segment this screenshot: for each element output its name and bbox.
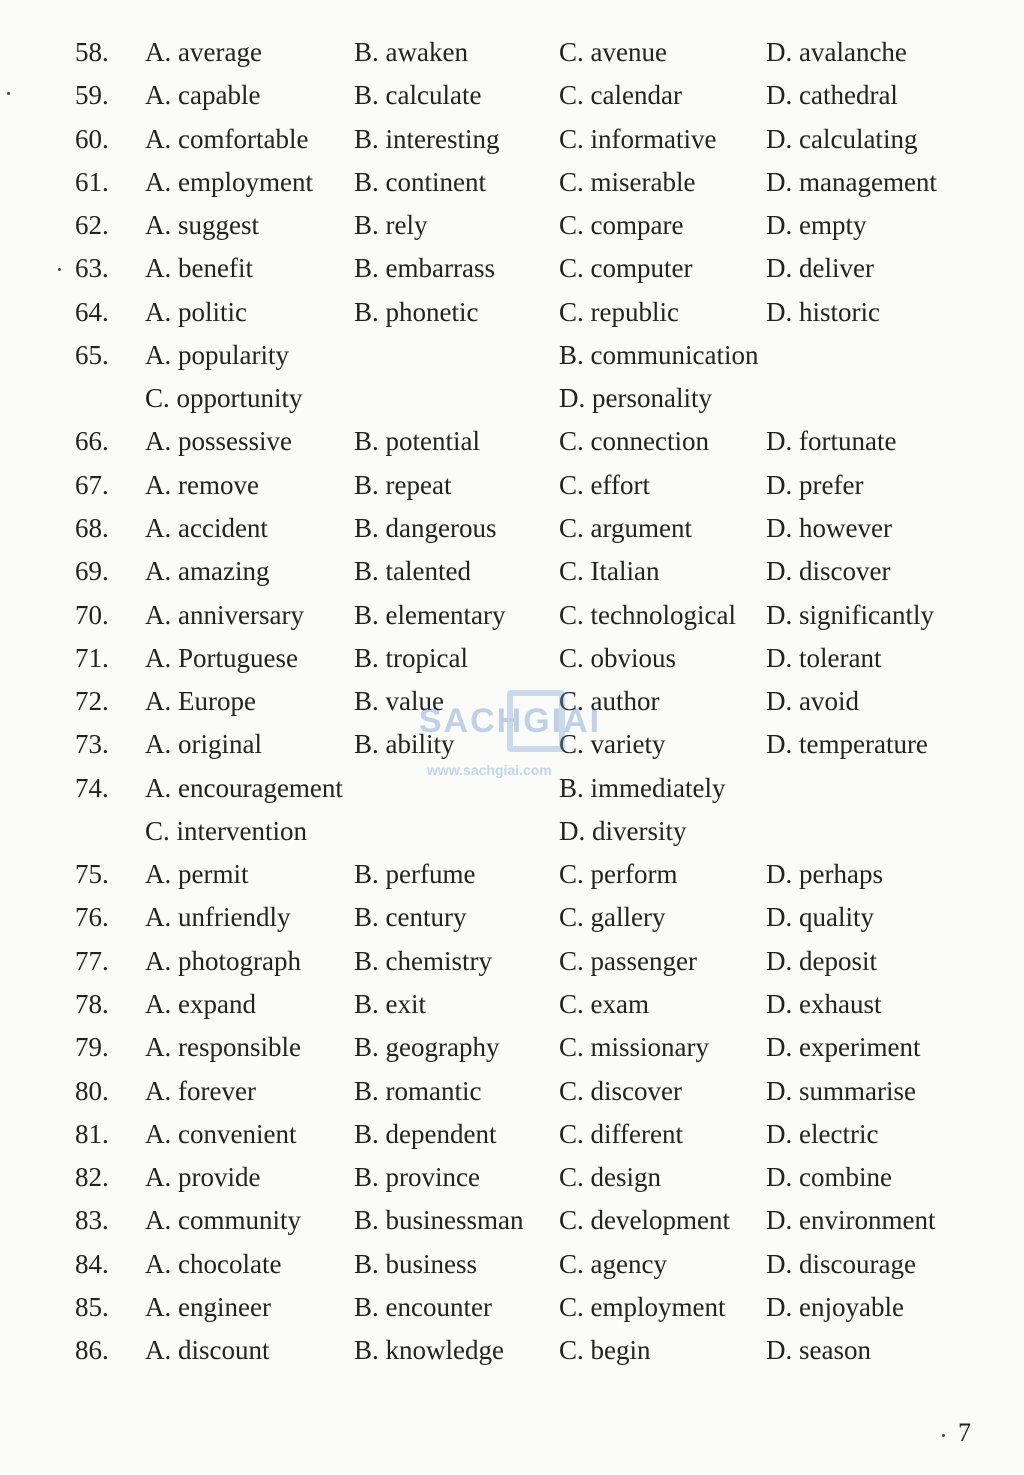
option-d: D. calculating <box>766 123 918 154</box>
question-number: 67. <box>75 469 109 500</box>
option-b: B. communication <box>559 340 759 371</box>
option-a: A. capable <box>145 80 261 111</box>
option-c: C. different <box>559 1118 683 1149</box>
option-c: C. miserable <box>559 166 696 197</box>
option-a: A. provide <box>145 1162 261 1193</box>
option-b: B. ability <box>354 729 455 760</box>
option-d: D. perhaps <box>766 859 883 890</box>
question-number: 84. <box>75 1248 109 1279</box>
option-b: B. interesting <box>354 123 500 154</box>
question-row <box>0 1070 1024 1113</box>
option-b: B. phonetic <box>354 296 479 327</box>
question-row <box>0 74 1024 117</box>
question-number: 73. <box>75 729 109 760</box>
option-a: A. Portuguese <box>145 642 298 673</box>
option-d: D. personality <box>559 383 712 414</box>
option-c: C. connection <box>559 426 709 457</box>
option-b: B. rely <box>354 210 428 241</box>
option-b: B. perfume <box>354 859 476 890</box>
option-b: B. century <box>354 902 467 933</box>
question-row <box>0 1156 1024 1199</box>
question-number: 80. <box>75 1075 109 1106</box>
question-number: 62. <box>75 210 109 241</box>
option-c: C. perform <box>559 859 678 890</box>
question-row <box>0 1026 1024 1069</box>
question-row <box>0 723 1024 766</box>
watermark-brand: SACHGIAI <box>418 702 602 740</box>
option-a: A. anniversary <box>145 599 304 630</box>
option-b: B. tropical <box>354 642 468 673</box>
question-row <box>0 594 1024 637</box>
option-a: A. permit <box>145 859 249 890</box>
option-a: A. benefit <box>145 253 253 284</box>
option-a: A. original <box>145 729 262 760</box>
option-d: D. significantly <box>766 599 934 630</box>
scan-speck <box>942 1434 945 1437</box>
option-c: C. argument <box>559 512 692 543</box>
question-number: 72. <box>75 686 109 717</box>
option-a: A. suggest <box>145 210 259 241</box>
option-b: B. dependent <box>354 1118 497 1149</box>
option-d: D. quality <box>766 902 874 933</box>
option-c: C. employment <box>559 1292 726 1323</box>
option-b: B. elementary <box>354 599 506 630</box>
option-a: A. Europe <box>145 686 256 717</box>
question-row <box>0 247 1024 290</box>
question-number: 70. <box>75 599 109 630</box>
question-number: 85. <box>75 1292 109 1323</box>
question-list <box>0 31 1024 1373</box>
question-row <box>0 550 1024 593</box>
option-c: C. avenue <box>559 37 667 67</box>
option-a: A. employment <box>145 166 313 197</box>
option-a: A. expand <box>145 988 256 1019</box>
option-a: A. comfortable <box>145 123 309 154</box>
question-row <box>0 420 1024 463</box>
question-row <box>0 767 1024 810</box>
question-row <box>0 204 1024 247</box>
option-c: C. passenger <box>559 945 697 976</box>
option-d: D. prefer <box>766 469 864 500</box>
question-number: 78. <box>75 988 109 1019</box>
question-row <box>0 31 1024 74</box>
question-number: 75. <box>75 859 109 890</box>
option-d: D. management <box>766 166 937 197</box>
question-row-continued <box>0 377 1024 420</box>
question-row <box>0 983 1024 1026</box>
question-row <box>0 1113 1024 1156</box>
option-c: C. author <box>559 686 660 717</box>
question-number: 77. <box>75 945 109 976</box>
option-c: C. missionary <box>559 1032 710 1063</box>
option-d: D. fortunate <box>766 426 897 457</box>
option-a: A. popularity <box>145 340 289 371</box>
question-number: 71. <box>75 642 109 673</box>
question-number: 83. <box>75 1205 109 1236</box>
option-b: B. geography <box>354 1032 500 1063</box>
option-c: C. informative <box>559 123 717 154</box>
option-d: D. experiment <box>766 1032 921 1063</box>
option-a: A. encouragement <box>145 772 343 803</box>
question-row <box>0 853 1024 896</box>
option-d: D. historic <box>766 296 880 327</box>
option-d: D. discover <box>766 556 891 587</box>
option-b: B. awaken <box>354 37 468 67</box>
option-d: D. temperature <box>766 729 928 760</box>
question-number: 60. <box>75 123 109 154</box>
question-number: 68. <box>75 512 109 543</box>
option-b: B. continent <box>354 166 486 197</box>
question-number: 59. <box>75 80 109 111</box>
question-row <box>0 1286 1024 1329</box>
question-number: 76. <box>75 902 109 933</box>
question-number: 79. <box>75 1032 109 1063</box>
option-c: C. effort <box>559 469 650 500</box>
option-d: D. enjoyable <box>766 1292 904 1323</box>
option-a: A. community <box>145 1205 301 1236</box>
question-number: 82. <box>75 1162 109 1193</box>
option-b: B. chemistry <box>354 945 492 976</box>
option-c: C. begin <box>559 1335 651 1366</box>
question-row <box>0 334 1024 377</box>
option-d: D. avoid <box>766 686 859 717</box>
question-row <box>0 637 1024 680</box>
option-b: B. business <box>354 1248 478 1279</box>
option-c: C. republic <box>559 296 679 327</box>
option-a: A. possessive <box>145 426 292 457</box>
option-c: C. design <box>559 1162 662 1193</box>
option-c: C. computer <box>559 253 693 284</box>
question-row <box>0 680 1024 723</box>
option-a: A. photograph <box>145 945 301 976</box>
option-a: A. engineer <box>145 1292 271 1323</box>
option-b: B. exit <box>354 988 426 1019</box>
option-d: D. diversity <box>559 816 687 847</box>
option-c: C. opportunity <box>145 383 303 414</box>
question-row <box>0 1243 1024 1286</box>
scan-speck <box>58 268 61 271</box>
option-c: C. development <box>559 1205 730 1236</box>
option-c: C. gallery <box>559 902 666 933</box>
option-b: B. embarrass <box>354 253 495 284</box>
option-c: C. obvious <box>559 642 677 673</box>
question-number: 61. <box>75 166 109 197</box>
option-d: D. environment <box>766 1205 936 1236</box>
option-d: D. deliver <box>766 253 874 284</box>
option-d: D. cathedral <box>766 80 898 111</box>
option-b: B. potential <box>354 426 480 457</box>
option-b: B. businessman <box>354 1205 524 1236</box>
option-d: D. deposit <box>766 945 877 976</box>
option-b: B. value <box>354 686 444 717</box>
option-b: B. encounter <box>354 1292 492 1323</box>
question-row-continued <box>0 810 1024 853</box>
option-c: C. compare <box>559 210 684 241</box>
option-c: C. Italian <box>559 556 660 587</box>
question-row <box>0 896 1024 939</box>
question-number: 74. <box>75 772 109 803</box>
option-b: B. knowledge <box>354 1335 504 1366</box>
question-row <box>0 1199 1024 1242</box>
question-row <box>0 291 1024 334</box>
watermark-url: www.sachgiai.com <box>427 762 552 778</box>
option-c: C. exam <box>559 988 649 1019</box>
question-row <box>0 940 1024 983</box>
question-number: 69. <box>75 556 109 587</box>
option-d: D. season <box>766 1335 871 1366</box>
page-number: 7 <box>958 1418 971 1447</box>
scan-speck <box>7 92 10 95</box>
question-number: 65. <box>75 340 109 371</box>
option-a: A. convenient <box>145 1118 297 1149</box>
question-number: 81. <box>75 1118 109 1149</box>
question-number: 66. <box>75 426 109 457</box>
option-a: A. discount <box>145 1335 270 1366</box>
option-a: A. accident <box>145 512 268 543</box>
option-b: B. immediately <box>559 772 726 803</box>
option-b: B. romantic <box>354 1075 482 1106</box>
option-c: C. calendar <box>559 80 682 111</box>
option-c: C. discover <box>559 1075 682 1106</box>
option-b: B. dangerous <box>354 512 497 543</box>
option-a: A. unfriendly <box>145 902 291 933</box>
option-a: A. responsible <box>145 1032 301 1063</box>
question-number: 86. <box>75 1335 109 1366</box>
option-d: D. empty <box>766 210 867 241</box>
option-b: B. calculate <box>354 80 482 111</box>
option-d: D. avalanche <box>766 37 907 67</box>
option-a: A. chocolate <box>145 1248 282 1279</box>
option-b: B. province <box>354 1162 480 1193</box>
question-row <box>0 118 1024 161</box>
option-d: D. tolerant <box>766 642 882 673</box>
option-a: A. amazing <box>145 556 270 587</box>
option-c: C. technological <box>559 599 736 630</box>
option-a: A. average <box>145 37 262 67</box>
option-c: C. intervention <box>145 816 307 847</box>
option-d: D. discourage <box>766 1248 916 1279</box>
option-d: D. electric <box>766 1118 879 1149</box>
option-b: B. talented <box>354 556 471 587</box>
question-number: 58. <box>75 37 109 67</box>
question-row <box>0 507 1024 550</box>
option-d: D. combine <box>766 1162 892 1193</box>
question-row <box>0 464 1024 507</box>
option-a: A. politic <box>145 296 247 327</box>
question-number: 64. <box>75 296 109 327</box>
option-b: B. repeat <box>354 469 452 500</box>
option-c: C. agency <box>559 1248 667 1279</box>
question-number: 63. <box>75 253 109 284</box>
question-row <box>0 1329 1024 1372</box>
option-d: D. exhaust <box>766 988 882 1019</box>
option-a: A. forever <box>145 1075 256 1106</box>
option-d: D. summarise <box>766 1075 916 1106</box>
option-c: C. variety <box>559 729 666 760</box>
option-d: D. however <box>766 512 892 543</box>
question-row <box>0 161 1024 204</box>
option-a: A. remove <box>145 469 259 500</box>
